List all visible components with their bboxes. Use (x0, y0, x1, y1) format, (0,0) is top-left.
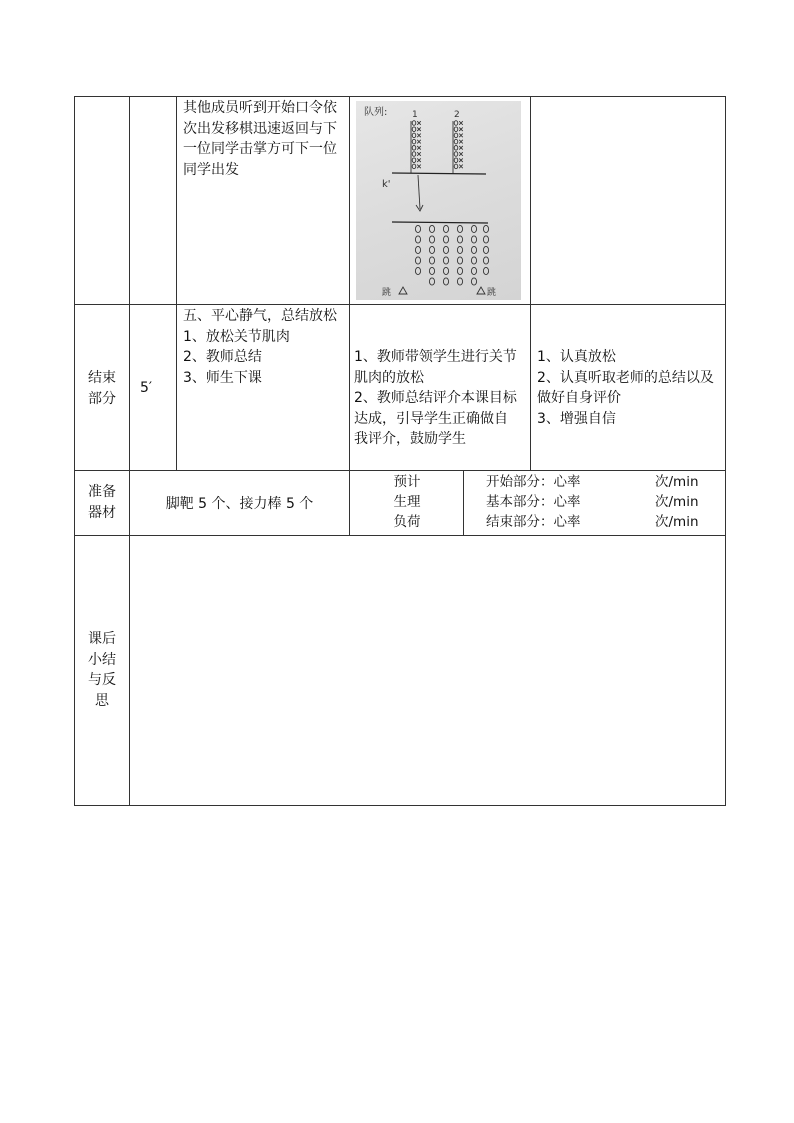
queue-cross (417, 165, 421, 169)
grid-circle (471, 236, 476, 243)
grid-circle (457, 246, 462, 253)
row2-content: 五、平心静气，总结放松 1、放松关节肌肉 2、教师总结 3、师生下课 (183, 308, 337, 386)
grid-circle (483, 246, 488, 253)
queue-circle (454, 164, 458, 169)
queue-circle (454, 133, 458, 138)
heart-rate-unit: 次/min (655, 514, 699, 530)
queue-circle (412, 121, 416, 126)
table-border-bottom (74, 805, 726, 806)
queue-circle (454, 146, 458, 151)
row3-equipment: 脚靶 5 个、接力棒 5 个 (165, 496, 314, 512)
queue-cross (459, 146, 463, 150)
col-divider-5 (463, 470, 464, 535)
grid-circle (483, 225, 488, 232)
queue-circle (454, 158, 458, 163)
queue-cross (417, 158, 421, 162)
grid-circle (457, 278, 462, 285)
grid-circle (415, 267, 420, 274)
grid-circle (483, 236, 488, 243)
queue-cross (417, 134, 421, 138)
diagram-label-queue: 队列: (364, 107, 388, 118)
queue-circle (412, 146, 416, 151)
heart-rate-row (486, 492, 722, 512)
grid-circle (415, 246, 420, 253)
row4-label: 课后 小结 与反 思 (88, 631, 116, 709)
heart-rate-unit: 次/min (655, 474, 699, 490)
queue-cross (417, 146, 421, 150)
heart-rate-unit: 次/min (655, 494, 699, 510)
heart-rate-row (486, 472, 722, 492)
grid-circle (483, 257, 488, 264)
queue-circle (412, 164, 416, 169)
grid-circle (429, 278, 434, 285)
table-border-left (74, 96, 75, 806)
grid-circle (457, 225, 462, 232)
queue-cross (417, 121, 421, 125)
queue-cross (459, 165, 463, 169)
grid-circle (443, 267, 448, 274)
grid-circle (443, 225, 448, 232)
queue-circle (412, 133, 416, 138)
row2-time: 5′ (140, 380, 153, 396)
col-divider-4 (530, 96, 531, 470)
cone-right-icon (477, 287, 485, 294)
grid-circle (415, 236, 420, 243)
row3-load-label: 预计 生理 负荷 (393, 474, 421, 530)
table-border-row3-top (74, 470, 726, 471)
queue-cross (459, 140, 463, 144)
row2-teacher: 1、教师带领学生进行关节肌肉的放松 2、教师总结评介本课目标达成，引导学生正确做自我评介，鼓励学生 (354, 349, 517, 447)
heart-rate-part: 开始部分：心率 (486, 474, 581, 490)
diagram-label-col2: 2 (454, 110, 460, 120)
col-divider-2 (176, 96, 177, 470)
diagram-label-col1: 1 (412, 110, 418, 120)
queue-cross (417, 140, 421, 144)
table-border-row4-top (74, 535, 726, 536)
grid-circle (471, 278, 476, 285)
grid-circle (429, 257, 434, 264)
grid-circle (471, 246, 476, 253)
table-border-row2-top (74, 304, 726, 305)
row3-label: 准备 器材 (88, 484, 116, 521)
grid-circle (443, 246, 448, 253)
grid-circle (429, 225, 434, 232)
diagram-label-left: 跳 (382, 288, 392, 298)
grid-circle (443, 257, 448, 264)
grid-circle (429, 246, 434, 253)
queue-circle (412, 152, 416, 157)
grid-circle (471, 225, 476, 232)
queue-cross (417, 127, 421, 131)
grid-circle (443, 278, 448, 285)
col-divider-3 (349, 96, 350, 535)
queue-cross (459, 134, 463, 138)
diagram-label-right: 跳 (487, 288, 497, 298)
cone-left-icon (399, 287, 407, 294)
queue-circle (412, 158, 416, 163)
grid-circle (443, 236, 448, 243)
formation-diagram-svg (356, 101, 521, 300)
queue-circle (454, 121, 458, 126)
queue-cross (459, 158, 463, 162)
diagram-mark: k' (382, 179, 391, 190)
heart-rate-part: 结束部分：心率 (486, 514, 581, 530)
grid-circle (471, 267, 476, 274)
reflection-area[interactable] (131, 537, 724, 804)
heart-rate-row (486, 512, 722, 532)
start-line (392, 173, 486, 174)
grid-circle (415, 257, 420, 264)
grid-circle (483, 267, 488, 274)
queue-cross (417, 152, 421, 156)
grid-circle (415, 225, 420, 232)
grid-circle (457, 236, 462, 243)
queue-circle (454, 139, 458, 144)
row1-content: 其他成员听到开始口令依次出发移棋迅速返回与下一位同学击掌方可下一位同学出发 (183, 100, 337, 178)
queue-cross (459, 152, 463, 156)
heart-rate-part: 基本部分：心率 (486, 494, 581, 510)
row2-section: 结束 部分 (88, 370, 116, 407)
table-border-top (74, 96, 726, 97)
formation-diagram (356, 101, 521, 300)
queue-cross (459, 127, 463, 131)
queue-circle (454, 127, 458, 132)
grid-circle (429, 267, 434, 274)
grid-circle (457, 267, 462, 274)
row2-student: 1、认真放松 2、认真听取老师的总结以及做好自身评价 3、增强自信 (537, 349, 714, 427)
queue-circle (412, 139, 416, 144)
grid-circle (471, 257, 476, 264)
table-border-right (725, 96, 726, 806)
queue-circle (454, 152, 458, 157)
col-divider-1 (129, 96, 130, 806)
queue-cross (459, 121, 463, 125)
run-arrow (418, 175, 420, 209)
grid-circle (429, 236, 434, 243)
queue-circle (412, 127, 416, 132)
finish-line (392, 222, 488, 223)
grid-circle (457, 257, 462, 264)
